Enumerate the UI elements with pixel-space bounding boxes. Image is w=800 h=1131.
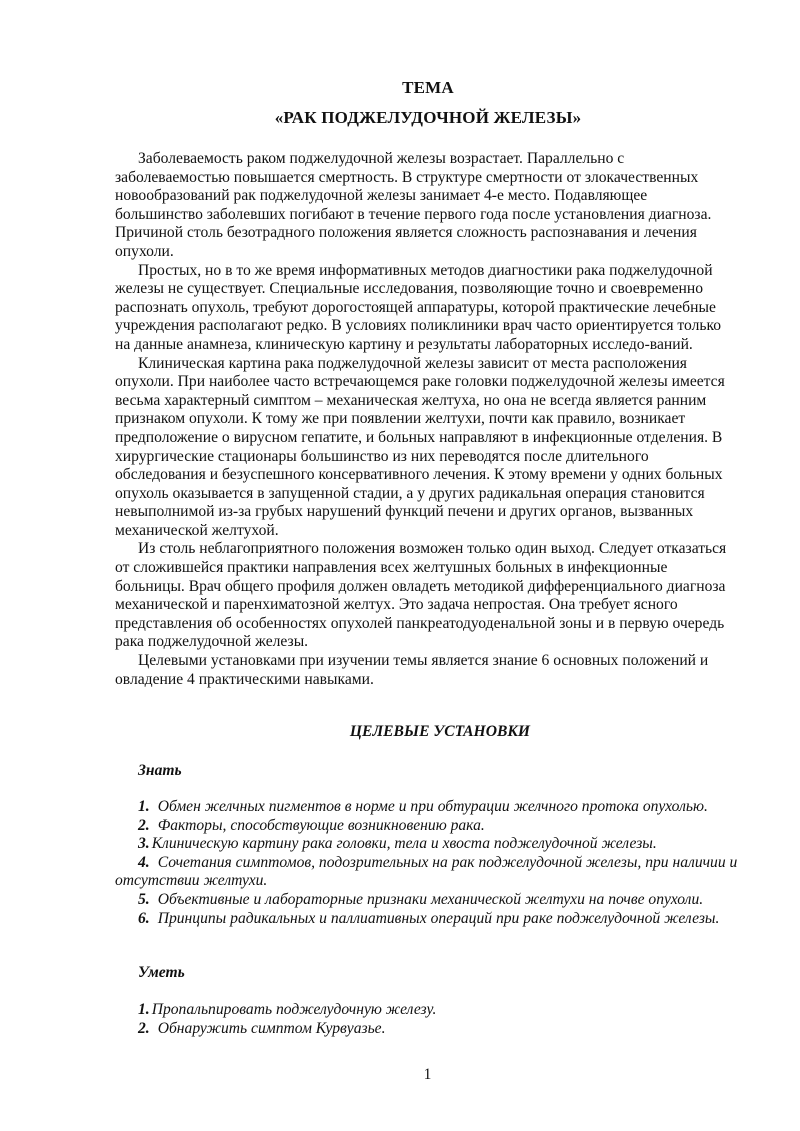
know-heading: Знать xyxy=(138,762,182,779)
list-item xyxy=(115,1020,740,1039)
document-title: «РАК ПОДЖЕЛУДОЧНОЙ ЖЕЛЕЗЫ» xyxy=(274,108,582,127)
section-title: ЦЕЛЕВЫЕ УСТАНОВКИ xyxy=(349,723,531,740)
list-item xyxy=(115,1001,740,1020)
list-item-number: 4. xyxy=(138,853,150,871)
list-item-text: Принципы радикальных и паллиативных операций при раке поджелудочной железы. xyxy=(157,909,720,927)
list-item-number: 5. xyxy=(138,890,150,908)
document-body xyxy=(115,150,735,689)
list-item-text: Сочетания симптомов, подозрительных на рак поджелудочной железы, при наличии и отсутствии желтухи. xyxy=(115,853,738,890)
paragraph: Из столь неблагоприятного положения возможен только один выход. Следует отказаться от сложившейся практики направления всех желтушных больных в инфекционные больницы. Врач общего профиля должен овладеть методикой дифференциального диагноза механической и паренхиматозной желтух. Это задача непростая. Она требует ясного представления об особенностях опухолей панкреатодуоденальной зоны и в первую очередь рака поджелудочной железы. xyxy=(115,540,727,651)
list-item-text: Факторы, способствующие возникновению рака. xyxy=(157,816,485,834)
can-list xyxy=(115,1001,740,1038)
list-item-text: Обнаружить симптом Курвуазье. xyxy=(157,1019,386,1037)
list-item xyxy=(115,817,740,836)
list-item-number: 1. xyxy=(138,798,150,815)
list-item-text: Клиническую картину рака головки, тела и хвоста поджелудочной железы. xyxy=(151,835,657,853)
know-list xyxy=(115,798,740,928)
list-item-number: 2. xyxy=(138,1019,150,1037)
list-item xyxy=(115,854,740,891)
list-item-text: Пропальпировать поджелудочную железу. xyxy=(151,1001,437,1018)
list-item xyxy=(115,835,740,854)
list-item-number: 6. xyxy=(138,909,150,927)
list-item-text: Объективные и лабораторные признаки механической желтухи на почве опухоли. xyxy=(157,890,704,908)
list-item xyxy=(115,891,740,910)
paragraph: Целевыми установками при изучении темы является знание 6 основных положений и овладение 4 практическими навыками. xyxy=(115,652,709,688)
list-item-text: Обмен желчных пигментов в норме и при обтурации желчного протока опухолью. xyxy=(157,798,708,815)
list-item xyxy=(115,910,740,929)
can-heading: Уметь xyxy=(138,964,185,981)
document-title-topic: ТЕМА xyxy=(402,78,454,97)
list-item-number: 3. xyxy=(138,835,150,853)
list-item-number: 2. xyxy=(138,816,150,834)
list-item-number: 1. xyxy=(138,1001,150,1018)
paragraph: Заболеваемость раком поджелудочной железы возрастает. Параллельно с заболеваемостью повышается смертность. В структуре смертности от злокачественных новообразований рак поджелудочной железы занимает 4-е место. Подавляющее большинство заболевших погибают в течение первого года после установления диагноза. Причиной столь безотрадного положения является сложность распознавания и лечения опухоли. xyxy=(115,150,712,260)
paragraph: Клиническая картина рака поджелудочной железы зависит от места расположения опухоли. При наиболее часто встречающемся раке головки поджелудочной железы имеется весьма характерный симптом – механическая желтуха, но она не всегда является ранним признаком опухоли. К тому же при появлении желтухи, почти как правило, возникает предположение о вирусном гепатите, и больных направляют в инфекционные отделения. В хирургические стационары большинство из них переводятся после длительного обследования и безуспешного консервативного лечения. К этому времени у одних больных опухоль оказывается в запущенной стадии, а у других радикальная операция становится невыполнимой из-за грубых нарушений функций печени и других органов, вызванных механической желтухой. xyxy=(115,354,725,539)
paragraph: Простых, но в то же время информативных методов диагностики рака поджелудочной железы не существует. Специальные исследования, позволяющие точно и своевременно распознать опухоль, требуют дорогостоящей аппаратуры, которой практические лечебные учреждения располагают редко. В условиях поликлиники врач часто ориентируется только на данные анамнеза, клиническую картину и результаты лабораторных исследо-ваний. xyxy=(115,261,722,353)
page-number: 1 xyxy=(423,1066,432,1083)
list-item xyxy=(115,798,740,817)
